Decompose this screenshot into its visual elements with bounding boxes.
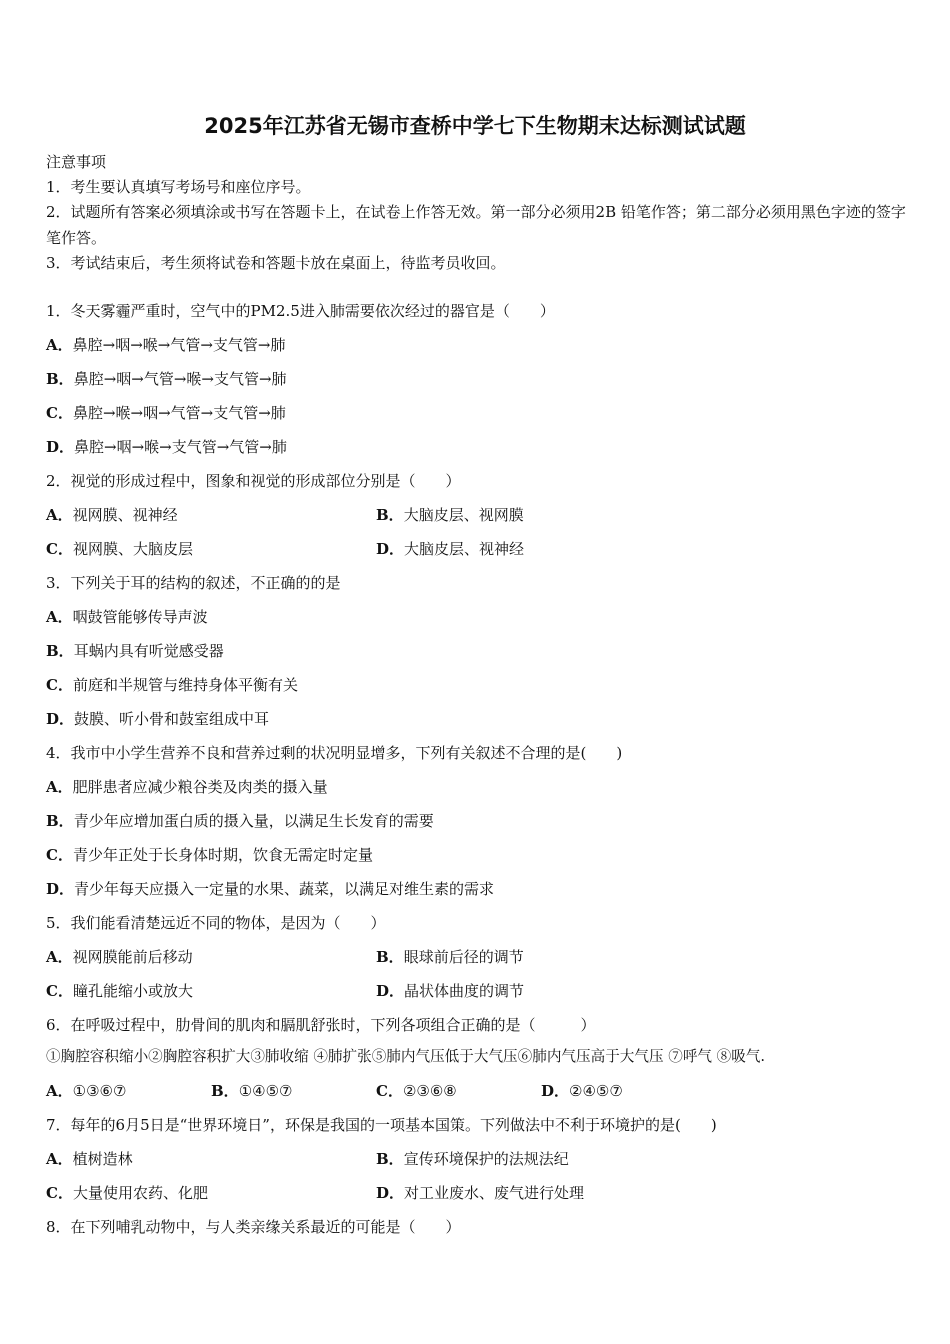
page-title: 2025年江苏省无锡市查桥中学七下生物期末达标测试试题 bbox=[204, 114, 746, 138]
question-5-option-a: A．视网膜能前后移动 bbox=[46, 948, 193, 966]
question-2-option-d: D．大脑皮层、视神经 bbox=[376, 540, 525, 558]
question-1-option-d: D．鼻腔→咽→喉→支气管→气管→肺 bbox=[46, 438, 287, 456]
question-4-option-c: C．青少年正处于长身体时期，饮食无需定时定量 bbox=[46, 846, 373, 864]
question-2-option-c: C．视网膜、大脑皮层 bbox=[46, 540, 193, 558]
question-7-stem: 7．每年的6月5日是“世界环境日”，环保是我国的一项基本国策。下列做法中不利于环境护的是( ) bbox=[46, 1116, 717, 1134]
question-6-option-c: C．②③⑥⑧ bbox=[376, 1082, 457, 1100]
question-7-option-d: D．对工业废水、废气进行处理 bbox=[376, 1184, 585, 1202]
question-5-stem: 5．我们能看清楚远近不同的物体，是因为（ ） bbox=[46, 914, 386, 932]
question-2-stem: 2．视觉的形成过程中，图象和视觉的形成部位分别是（ ） bbox=[46, 472, 461, 490]
question-7-option-a: A．植树造林 bbox=[46, 1150, 133, 1168]
question-4-option-b: B．青少年应增加蛋白质的摄入量，以满足生长发育的需要 bbox=[46, 812, 434, 830]
question-6-statements: ①胸腔容积缩小②胸腔容积扩大③肺收缩 ④肺扩张⑤肺内气压低于大气压⑥肺内气压高于大气压 ⑦呼气 ⑧吸气. bbox=[46, 1048, 766, 1065]
question-3-option-b: B．耳蜗内具有听觉感受器 bbox=[46, 642, 224, 660]
question-5-option-b: B．眼球前后径的调节 bbox=[376, 948, 524, 966]
question-4-option-d: D．青少年每天应摄入一定量的水果、蔬菜，以满足对维生素的需求 bbox=[46, 880, 495, 898]
question-3-stem: 3．下列关于耳的结构的叙述，不正确的的是 bbox=[46, 574, 341, 592]
question-4-option-a: A．肥胖患者应减少粮谷类及肉类的摄入量 bbox=[46, 778, 328, 796]
question-7-option-b: B．宣传环境保护的法规法纪 bbox=[376, 1150, 569, 1168]
question-6-option-d: D．②④⑤⑦ bbox=[541, 1082, 623, 1100]
notice-item-3: 3．考试结束后，考生须将试卷和答题卡放在桌面上，待监考员收回。 bbox=[46, 254, 506, 272]
question-2-option-a: A．视网膜、视神经 bbox=[46, 506, 178, 524]
notice-item-2: 2．试题所有答案必须填涂或书写在答题卡上，在试卷上作答无效。第一部分必须用2B 铅笔作答；第二部分必须用黑色字迹的签字笔作答。 bbox=[46, 203, 906, 247]
question-1-option-a: A．鼻腔→咽→喉→气管→支气管→肺 bbox=[46, 336, 286, 354]
question-6-option-b: B．①④⑤⑦ bbox=[211, 1082, 293, 1100]
notice-heading: 注意事项 bbox=[46, 153, 107, 171]
question-5-option-d: D．晶状体曲度的调节 bbox=[376, 982, 525, 1000]
question-5-option-c: C．瞳孔能缩小或放大 bbox=[46, 982, 193, 1000]
question-1-option-b: B．鼻腔→咽→气管→喉→支气管→肺 bbox=[46, 370, 287, 388]
question-4-stem: 4．我市中小学生营养不良和营养过剩的状况明显增多，下列有关叙述不合理的是( ) bbox=[46, 744, 623, 762]
question-1-stem: 1．冬天雾霾严重时，空气中的PM2.5进入肺需要依次经过的器官是（ ） bbox=[46, 302, 555, 320]
question-7-option-c: C．大量使用农药、化肥 bbox=[46, 1184, 208, 1202]
question-6-option-a: A．①③⑥⑦ bbox=[46, 1082, 127, 1100]
question-3-option-a: A．咽鼓管能够传导声波 bbox=[46, 608, 208, 626]
question-3-option-d: D．鼓膜、听小骨和鼓室组成中耳 bbox=[46, 710, 270, 728]
notice-item-1: 1．考生要认真填写考场号和座位序号。 bbox=[46, 178, 311, 196]
question-1-option-c: C．鼻腔→喉→咽→气管→支气管→肺 bbox=[46, 404, 286, 422]
question-2-option-b: B．大脑皮层、视网膜 bbox=[376, 506, 524, 524]
question-8-stem: 8．在下列哺乳动物中，与人类亲缘关系最近的可能是（ ） bbox=[46, 1218, 461, 1236]
question-3-option-c: C．前庭和半规管与维持身体平衡有关 bbox=[46, 676, 298, 694]
question-6-stem: 6．在呼吸过程中，肋骨间的肌肉和膈肌舒张时，下列各项组合正确的是（ ） bbox=[46, 1016, 596, 1034]
